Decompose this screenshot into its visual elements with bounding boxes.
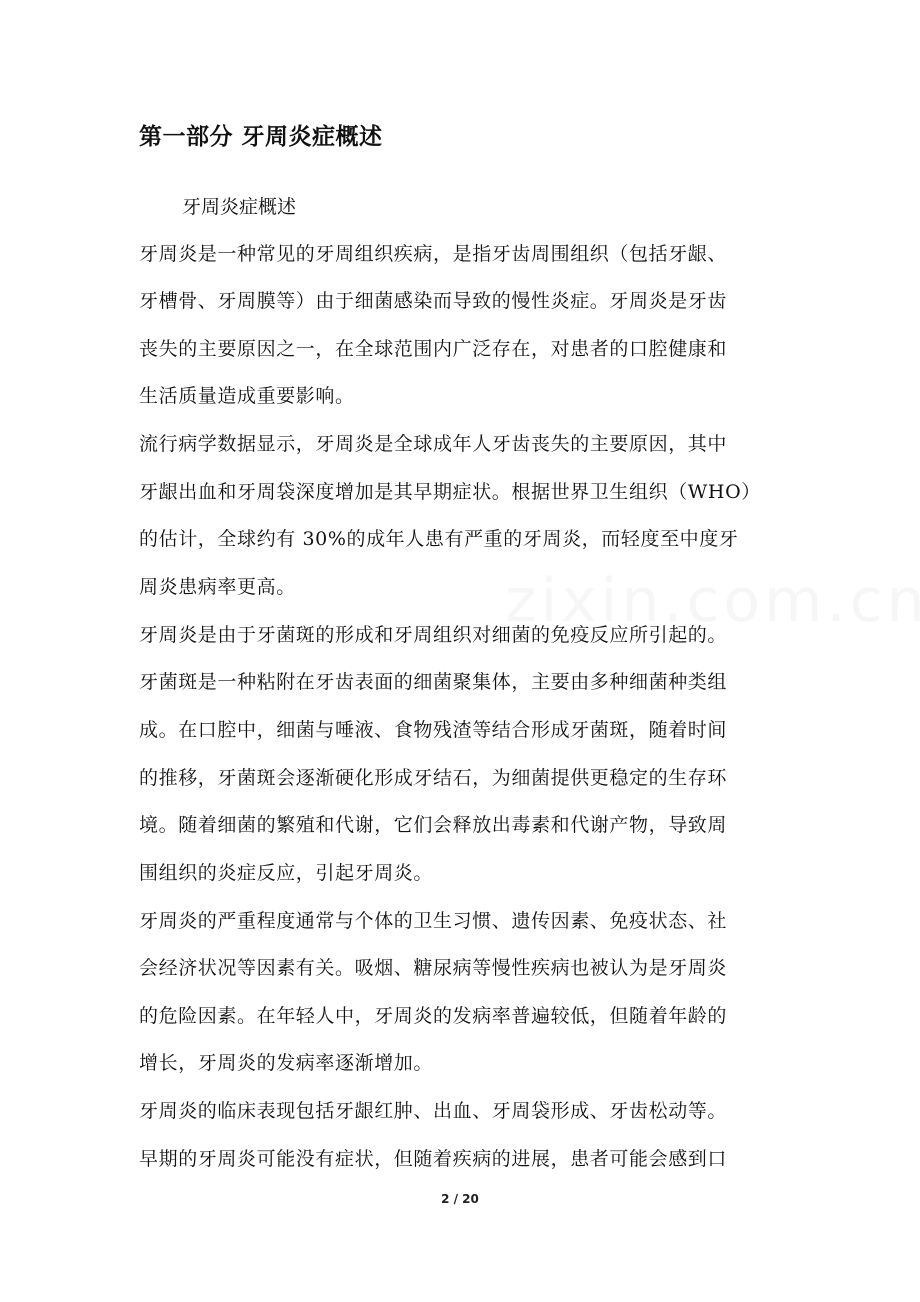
body-line: 牙周炎的临床表现包括牙龈红肿、出血、牙周袋形成、牙齿松动等。 <box>139 1100 728 1122</box>
body-line: 的推移，牙菌斑会逐渐硬化形成牙结石，为细菌提供更稳定的生存环 <box>139 767 728 789</box>
body-line: 境。随着细菌的繁殖和代谢，它们会释放出毒素和代谢产物，导致周 <box>139 814 728 836</box>
body-line: 牙龈出血和牙周袋深度增加是其早期症状。根据世界卫生组织（WHO） <box>139 481 761 503</box>
body-line: 周炎患病率更高。 <box>139 576 296 598</box>
body-line: 生活质量造成重要影响。 <box>139 385 355 407</box>
body-line: 牙槽骨、牙周膜等）由于细菌感染而导致的慢性炎症。牙周炎是牙齿 <box>139 290 728 312</box>
body-line: 牙周炎的严重程度通常与个体的卫生习惯、遗传因素、免疫状态、社 <box>139 910 728 932</box>
body-line: 牙菌斑是一种粘附在牙齿表面的细菌聚集体，主要由多种细菌种类组 <box>139 671 728 693</box>
body-line: 的危险因素。在年轻人中，牙周炎的发病率普遍较低，但随着年龄的 <box>139 1005 728 1027</box>
body-line: 的估计，全球约有 30%的成年人患有严重的牙周炎，而轻度至中度牙 <box>139 528 739 550</box>
section-title: 第一部分 牙周炎症概述 <box>139 124 383 150</box>
body-line: 早期的牙周炎可能没有症状，但随着疾病的进展，患者可能会感到口 <box>139 1148 728 1170</box>
page-indicator: 2 / 20 <box>441 1192 479 1206</box>
body-line: 牙周炎是一种常见的牙周组织疾病，是指牙齿周围组织（包括牙龈、 <box>139 243 728 265</box>
body-line: 丧失的主要原因之一，在全球范围内广泛存在，对患者的口腔健康和 <box>139 338 728 360</box>
body-line: 牙周炎是由于牙菌斑的形成和牙周组织对细菌的免疫反应所引起的。 <box>139 624 728 646</box>
body-line: 流行病学数据显示，牙周炎是全球成年人牙齿丧失的主要原因，其中 <box>139 433 728 455</box>
body-line: 围组织的炎症反应，引起牙周炎。 <box>139 862 434 884</box>
body-line: 增长，牙周炎的发病率逐渐增加。 <box>139 1052 434 1074</box>
subtitle: 牙周炎症概述 <box>182 196 297 218</box>
body-line: 会经济状况等因素有关。吸烟、糖尿病等慢性疾病也被认为是牙周炎 <box>139 957 728 979</box>
body-line: 成。在口腔中，细菌与唾液、食物残渣等结合形成牙菌斑，随着时间 <box>139 719 728 741</box>
